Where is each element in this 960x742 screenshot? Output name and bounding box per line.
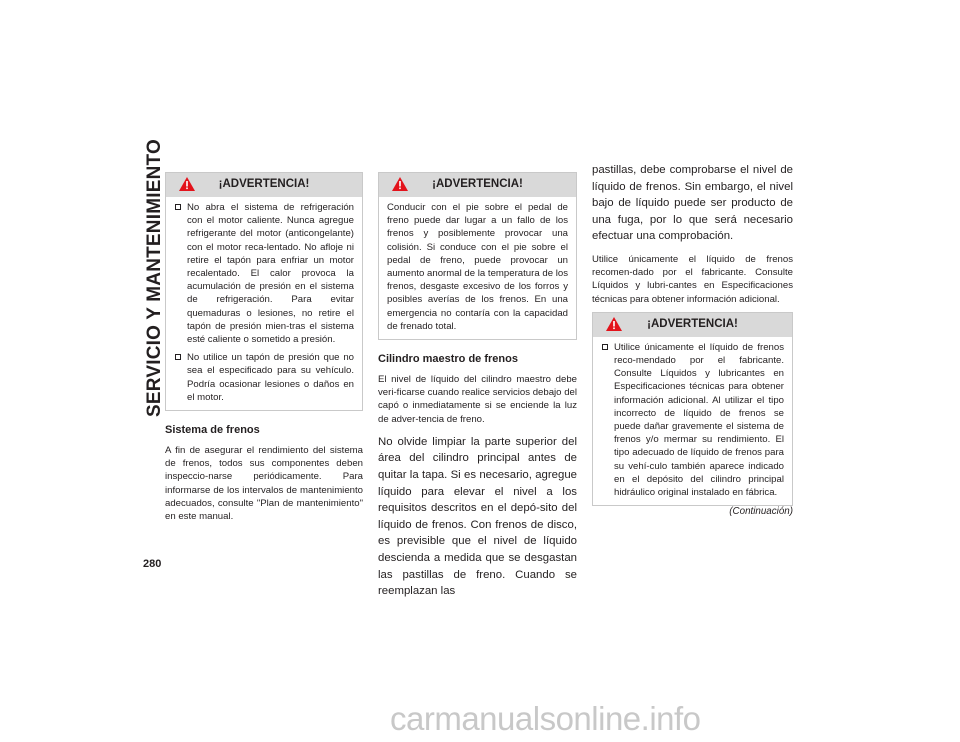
- bullet-text: No utilice un tapón de presión que no sea el especificado para su vehículo. Podría ocasionar lesiones o daños en el motor.: [187, 352, 354, 403]
- warning-body: [593, 337, 792, 505]
- body-paragraph-large: No olvide limpiar la parte superior del área del cilindro principal antes de quitar la tapa. Si es necesario, agregue líquido para elevar el nivel a los requisitos descritos en el depó-sito del líquido de frenos. Con frenos de disco, es previsible que el nivel de líquido descienda a medida que se desgastan las pastillas de freno. Cuando se reemplazan las: [378, 435, 577, 598]
- warning-title: ¡ADVERTENCIA!: [647, 317, 738, 330]
- warning-bullet: [601, 341, 784, 499]
- left-column: [165, 172, 363, 523]
- warning-header: [593, 313, 792, 337]
- warning-box-brake-fluid: [592, 312, 793, 506]
- body-paragraph: A fin de asegurar el rendimiento del sistema de frenos, todos sus componentes deben inspeccio-narse periódicamente. Para informarse de los intervalos de mantenimiento adecuados, consulte "Plan de mantenimiento" en este manual.: [165, 445, 363, 523]
- body-paragraph-small: Utilice únicamente el líquido de frenos recomen-dado por el fabricante. Consulte Líquidos y lubri-cantes en Especificaciones técnicas para obtener información adicional.: [592, 253, 793, 305]
- warning-body: [379, 197, 576, 339]
- bullet-text: No abra el sistema de refrigeración con el motor caliente. Nunca agregue refrigerante del motor (anticongelante) con el motor reca-lentado. No afloje ni retire el tapón para enfriar un motor recalentado. El calor provoca la acumulación de presión en el sistema de refrigeración. Para evitar quemaduras o lesiones, no retire el tapón de presión mien-tras el sistema esté caliente o sometido a presión.: [187, 202, 354, 346]
- page-number: 280: [143, 558, 162, 570]
- warning-header: [166, 173, 362, 197]
- continuation-note: (Continuación): [729, 506, 793, 518]
- warning-box-brake-pedal: [378, 172, 577, 340]
- section-title-text: SERVICIO Y MANTENIMIENTO: [144, 139, 165, 417]
- warning-body: [166, 197, 362, 410]
- bullet-square-icon: [175, 204, 181, 210]
- body-paragraph-small: El nivel de líquido del cilindro maestro debe veri-ficarse cuando realice servicios debajo del capó o inmediatamente si se enciende la luz de adver-tencia de freno.: [378, 374, 577, 425]
- body-paragraph-large: pastillas, debe comprobarse el nivel de líquido de frenos. Sin embargo, el nivel bajo de líquido puede ser producto de una fuga, por lo que será necesario efectuar una comprobación.: [592, 164, 793, 243]
- warning-text: Conducir con el pie sobre el pedal de freno puede dar lugar a un fallo de los frenos y posiblemente provocar una colisión. Si conduce con el pie sobre el pedal de freno, puede provocar un aumento anormal de la temperatura de los frenos, desgaste excesivo de los forros y posibles averías de los frenos. En una emergencia no contaría con la capacidad de frenado total.: [387, 202, 568, 332]
- warning-bullet: [174, 201, 354, 346]
- bullet-square-icon: [602, 344, 608, 350]
- warning-title: ¡ADVERTENCIA!: [218, 178, 310, 190]
- bullet-square-icon: [175, 354, 181, 360]
- section-heading: Cilindro maestro de frenos: [378, 353, 518, 366]
- warning-box-coolant: [165, 172, 363, 411]
- bullet-text: Utilice únicamente el líquido de frenos reco-mendado por el fabricante. Consulte Líquidos y lubricantes en Especificaciones técnicas para obtener información adicional. Al utilizar el tipo incorrecto de líquido de frenos se puede dañar gravemente el sistema de frenos y/o mermar su rendimiento. El tipo adecuado de líquido de frenos para su vehí-culo también aparece indicado en el depósito del cilindro principal hidráulico original instalado en fábrica.: [614, 341, 784, 499]
- watermark-text: carmanualsonline.info: [390, 700, 701, 737]
- warning-title: ¡ADVERTENCIA!: [432, 178, 523, 190]
- middle-column: [378, 172, 577, 600]
- section-heading: Sistema de frenos: [165, 424, 260, 437]
- warning-header: [379, 173, 576, 197]
- warning-bullet: [174, 351, 354, 404]
- right-column: [592, 162, 793, 517]
